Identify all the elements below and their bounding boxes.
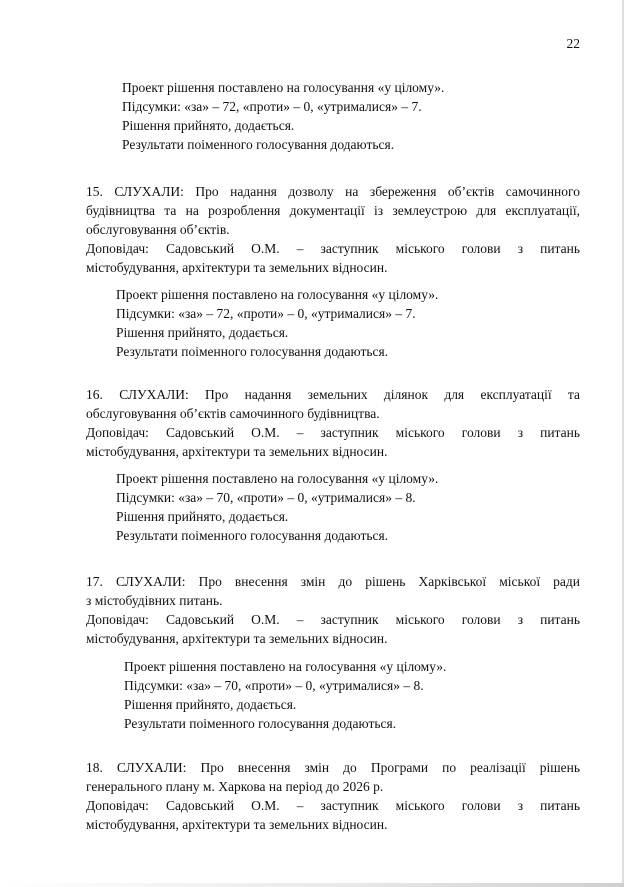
vote-project-line: Проект рішення поставлено на голосування «у цілому». <box>124 659 447 674</box>
item-heading-cont: будівництва та на розроблення документації із землеустрою для експлуатації, <box>86 203 580 218</box>
item-heading-cont: з містобудівних питань. <box>86 593 223 608</box>
vote-roll-call-line: Результати поіменного голосування додаються. <box>122 137 395 152</box>
agenda-item-18 <box>86 758 580 834</box>
speaker-line: Доповідач: Садовський О.М. – заступник міського голови з питань <box>86 425 580 440</box>
vote-results-line: Підсумки: «за» – 72, «проти» – 0, «утрималися» – 7. <box>116 306 416 321</box>
agenda-item-15 <box>86 182 580 277</box>
speaker-line-cont: містобудування, архітектури та земельних відносин. <box>86 260 388 275</box>
vote-roll-call-line: Результати поіменного голосування додаються. <box>116 344 389 359</box>
speaker-line: Доповідач: Садовський О.М. – заступник міського голови з питань <box>86 798 580 813</box>
item-heading-cont: обслуговування об’єктів самочинного будівництва. <box>86 406 380 421</box>
item-heading: 15. СЛУХАЛИ: Про надання дозволу на збереження об’єктів самочинного <box>86 184 580 199</box>
vote-block-intro <box>122 78 444 154</box>
vote-results-line: Підсумки: «за» – 70, «проти» – 0, «утрималися» – 8. <box>116 490 416 505</box>
agenda-item-17 <box>86 572 580 648</box>
item-heading: 18. СЛУХАЛИ: Про внесення змін до Програми по реалізації рішень <box>86 760 580 775</box>
vote-roll-call-line: Результати поіменного голосування додаються. <box>124 716 397 731</box>
speaker-line: Доповідач: Садовський О.М. – заступник міського голови з питань <box>86 241 580 256</box>
speaker-line-cont: містобудування, архітектури та земельних відносин. <box>86 444 388 459</box>
vote-project-line: Проект рішення поставлено на голосування «у цілому». <box>122 80 445 95</box>
speaker-line: Доповідач: Садовський О.М. – заступник міського голови з питань <box>86 612 580 627</box>
item-heading-cont: генерального плану м. Харкова на період до 2026 р. <box>86 779 384 794</box>
speaker-line-cont: містобудування, архітектури та земельних відносин. <box>86 631 388 646</box>
vote-project-line: Проект рішення поставлено на голосування «у цілому». <box>116 287 439 302</box>
page-number: 22 <box>566 36 580 51</box>
vote-roll-call-line: Результати поіменного голосування додаються. <box>116 528 389 543</box>
vote-block-17 <box>124 657 446 733</box>
vote-results-line: Підсумки: «за» – 70, «проти» – 0, «утрималися» – 8. <box>124 678 424 693</box>
vote-decision-line: Рішення прийнято, додається. <box>122 118 295 133</box>
agenda-item-16 <box>86 385 580 461</box>
vote-decision-line: Рішення прийнято, додається. <box>124 697 297 712</box>
item-heading: 16. СЛУХАЛИ: Про надання земельних ділянок для експлуатації та <box>86 387 580 402</box>
vote-block-15 <box>116 285 438 361</box>
vote-project-line: Проект рішення поставлено на голосування «у цілому». <box>116 471 439 486</box>
item-heading: 17. СЛУХАЛИ: Про внесення змін до рішень Харківської міської ради <box>86 574 580 589</box>
vote-block-16 <box>116 469 438 545</box>
vote-results-line: Підсумки: «за» – 72, «проти» – 0, «утрималися» – 7. <box>122 99 422 114</box>
speaker-line-cont: містобудування, архітектури та земельних відносин. <box>86 817 388 832</box>
vote-decision-line: Рішення прийнято, додається. <box>116 325 289 340</box>
vote-decision-line: Рішення прийнято, додається. <box>116 509 289 524</box>
item-heading-cont: обслуговування об’єктів. <box>86 222 230 237</box>
scan-bottom-edge <box>0 883 624 887</box>
